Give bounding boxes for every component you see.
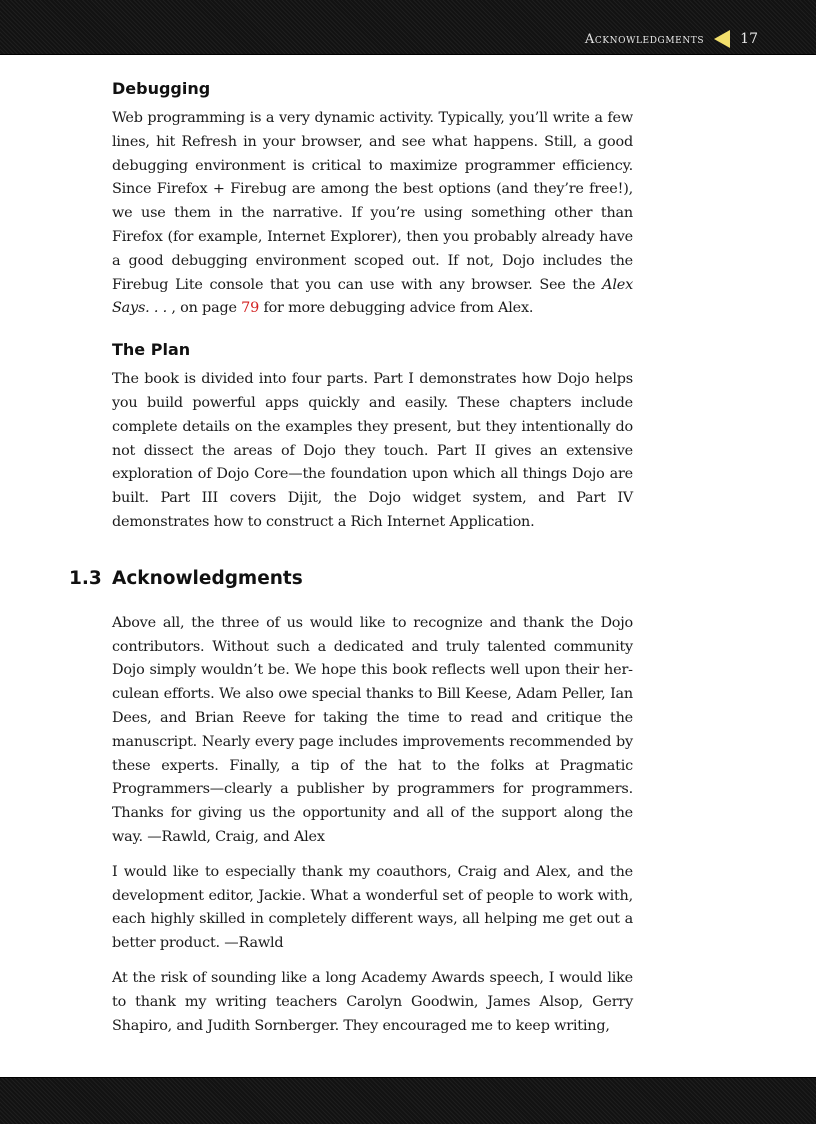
- alex-says-title: Alex Says. . .: [112, 276, 633, 317]
- running-title: Acknowledgments: [584, 31, 705, 47]
- ack-paragraph: Above all, the three of us would like to recognize and thank the Dojo contributors. Without such a dedicated and truly talented community Dojo simply wouldn’t be. We hope this book reflects well upon their herculean efforts. We also owe special thanks to Bill Keese, Adam Peller, Ian Dees, and Brian Reeve for taking the time to read and critique the manuscript. Nearly every page includes improvements recommended by these experts. Finally, a tip of the hat to the folks at Pragmatic Programmers—clearly a publisher by programmers for programmers. Thanks for giving us the opportunity and all of the support along the way. —Rawld, Craig, and Alex: [112, 614, 633, 845]
- plan-subsection: [112, 339, 633, 535]
- debugging-text-end: for more debugging advice from Alex.: [259, 300, 534, 317]
- page-reference-link[interactable]: 79: [241, 300, 260, 317]
- ack-paragraph: At the risk of sounding like a long Academy Awards speech, I would like to thank my writing teachers Carolyn Goodwin, James Alsop, Gerry Shapiro, and Judith Sornberger. They encouraged me to keep writing,: [112, 969, 633, 1034]
- section-title: Acknowledgments: [112, 567, 303, 589]
- page-number: 17: [740, 31, 758, 47]
- left-pointer-icon: [714, 30, 730, 48]
- bottom-footer-bar: [0, 1077, 816, 1124]
- plan-paragraph: The book is divided into four parts. Part I demonstrates how Dojo helps you build powerful apps quickly and easily. These chapters include complete details on the examples they present, but they intentionally do not dissect the areas of Dojo they touch. Part II gives an extensive exploration of Dojo Core—the foundation upon which all things Dojo are built. Part III covers Dijit, the Dojo widget system, and Part IV demonstrates how to construct a Rich Internet Application.: [112, 371, 633, 530]
- acknowledgments-section: [69, 566, 633, 1039]
- plan-heading: The Plan: [112, 340, 191, 360]
- debugging-paragraph: [112, 107, 633, 321]
- debugging-subsection: [112, 78, 633, 321]
- acknowledgments-body: [112, 612, 633, 1039]
- section-number: 1.3: [69, 567, 102, 589]
- ack-paragraph: I would like to especially thank my coauthors, Craig and Alex, and the development editor, Jackie. What a wonderful set of people to work with, each highly skilled in completely different ways, all helping me get out a better product. —Rawld: [112, 863, 633, 952]
- section-heading: [69, 566, 633, 592]
- debugging-heading: Debugging: [112, 79, 211, 98]
- running-header: [585, 29, 758, 49]
- page-content: [69, 78, 633, 1049]
- debugging-text: Web programming is a very dynamic activity. Typically, you’ll write a few lines, hit Refresh in your browser, and see what happens. Still, a good debugging environment is critical to maximize programmer efficiency. Since Firefox + Firebug are among the best options (and they’re free!), we use them in the narrative. If you’re using something other than Firefox (for example, Internet Explorer), then you probably already have a good debugging environment scoped out. If not, Dojo includes the Firebug Lite console that you can use with any browser. See the: [112, 110, 633, 293]
- debugging-text-mid: , on page: [171, 300, 242, 317]
